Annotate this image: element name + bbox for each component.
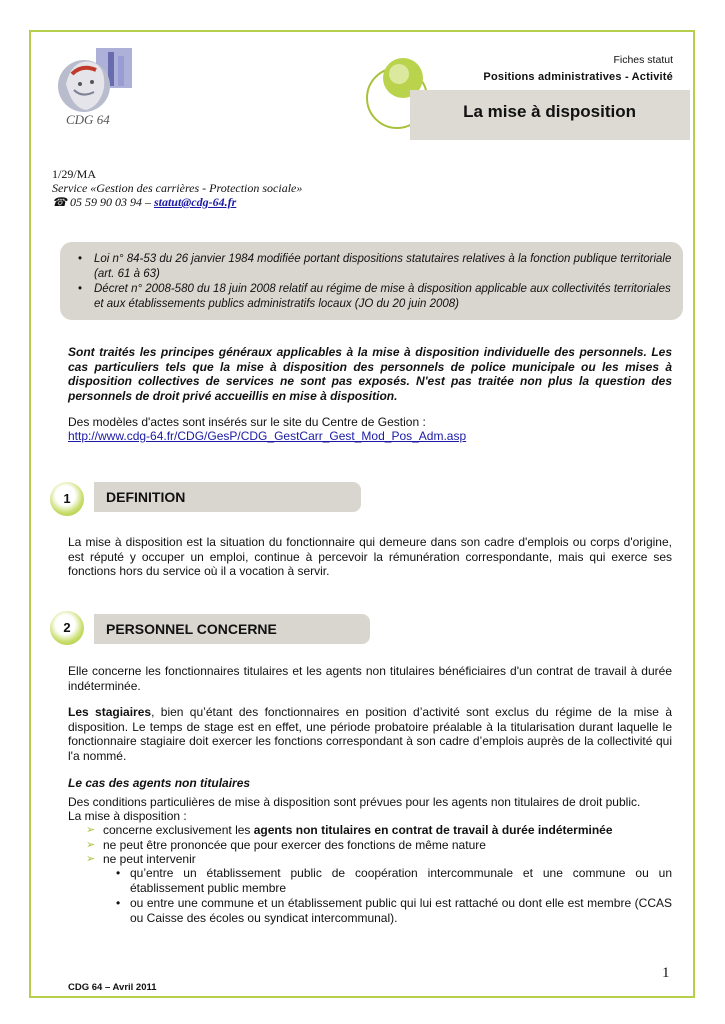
models-link-line [68,429,672,444]
series-label: Fiches statut [613,54,673,66]
non-titulaires-subheading: Le cas des agents non titulaires [68,776,251,790]
conditions-list [86,823,676,867]
footer-note: CDG 64 – Avril 2011 [68,982,157,993]
section-number: 1 [50,482,84,516]
section-number: 2 [50,611,84,645]
scope-paragraph: Sont traités les principes généraux applicables à la mise à disposition individuelle des personnels. Les cas particuliers tels que la mise à disposition des personnels de police municipale ou les mises à disposition collectives de services ne sont pas exposés. N'est pas traitée non plus la question des personnels de droit privé accueillis en mise à disposition. [68,345,672,403]
page-number: 1 [662,965,670,981]
condition-text: concerne exclusivement les [103,823,254,837]
models-link[interactable]: http://www.cdg-64.fr/CDG/GesP/CDG_GestCarr_Gest_Mod_Pos_Adm.asp [68,429,467,443]
stagiaires-text: , bien qu’étant des fonctionnaires en position d’activité sont exclus du régime de la mise à disposition. Le temps de stage est en effet, une période probatoire préalable à la titularisation durant laquelle le fonctionnaire stagiaire doit exercer les fonctions correspondant à son cadre d’emplois auprès de la collectivité qui l'a nommé. [68,705,672,763]
legal-reference-item: • Décret n° 2008-580 du 18 juin 2008 relatif au régime de mise à disposition applicable aux collectivités territoriales et aux établissements publics administratifs locaux (JO du 20 juin 2008) [76,282,676,311]
condition-item: ➢ ne peut intervenir [86,852,676,867]
intervention-case-item: • qu’entre un établissement public de coopération intercommunale et une commune ou un établissement public membre [114,866,672,895]
intervention-cases-list [114,866,672,926]
logo-text: CDG 64 [66,112,110,127]
non-titulaires-paragraph: Des conditions particulières de mise à disposition sont prévues pour les agents non titulaires de droit public. [68,795,641,809]
condition-item: ➢ ne peut être prononcée que pour exercer des fonctions de même nature [86,838,676,853]
condition-bold-text: agents non titulaires en contrat de travail à durée indéterminée [253,823,613,837]
intervention-case-item: • ou entre une commune et un établissement public qui lui est rattaché ou dont elle est membre (CCAS ou Caisse des écoles ou syndicat intercommunal). [114,896,672,925]
personnel-paragraph: Elle concerne les fonctionnaires titulaires et les agents non titulaires bénéficiaires d'un contrat de travail à durée indéterminée. [68,664,672,693]
section-heading-definition: DEFINITION [94,482,361,512]
service-name: Service «Gestion des carrières - Protection sociale» [52,181,303,195]
legal-reference-item: • Loi n° 84-53 du 26 janvier 1984 modifiée portant dispositions statutaires relatives à la fonction publique territoriale (art. 61 à 63) [76,252,676,281]
condition-item [86,823,676,838]
email-link[interactable]: statut@cdg-64.fr [153,195,237,209]
reference-code: 1/29/MA [52,167,97,181]
phone-number: ☎ 05 59 90 03 94 – [52,195,154,209]
section-heading-personnel: PERSONNEL CONCERNE [94,614,370,644]
models-text: Des modèles d'actes sont insérés sur le site du Centre de Gestion : [68,415,426,429]
stagiaires-paragraph [68,705,672,763]
header-subtitle: Positions administratives - Activité [483,71,673,83]
page-title: La mise à disposition [463,102,636,121]
contact-line [52,195,236,210]
legal-references-list [76,252,676,312]
mise-a-disposition-intro: La mise à disposition : [68,809,187,823]
cdg64-logo [52,44,136,140]
definition-paragraph: La mise à disposition est la situation du fonctionnaire qui demeure dans son cadre d'emplois ou corps d'origine, est réputé y occuper un emploi, continue à percevoir la rémunération correspondante, mais qui exerce ses fonctions hors du service où il a vocation à servir. [68,535,672,578]
stagiaires-label: Les stagiaires [68,705,152,719]
